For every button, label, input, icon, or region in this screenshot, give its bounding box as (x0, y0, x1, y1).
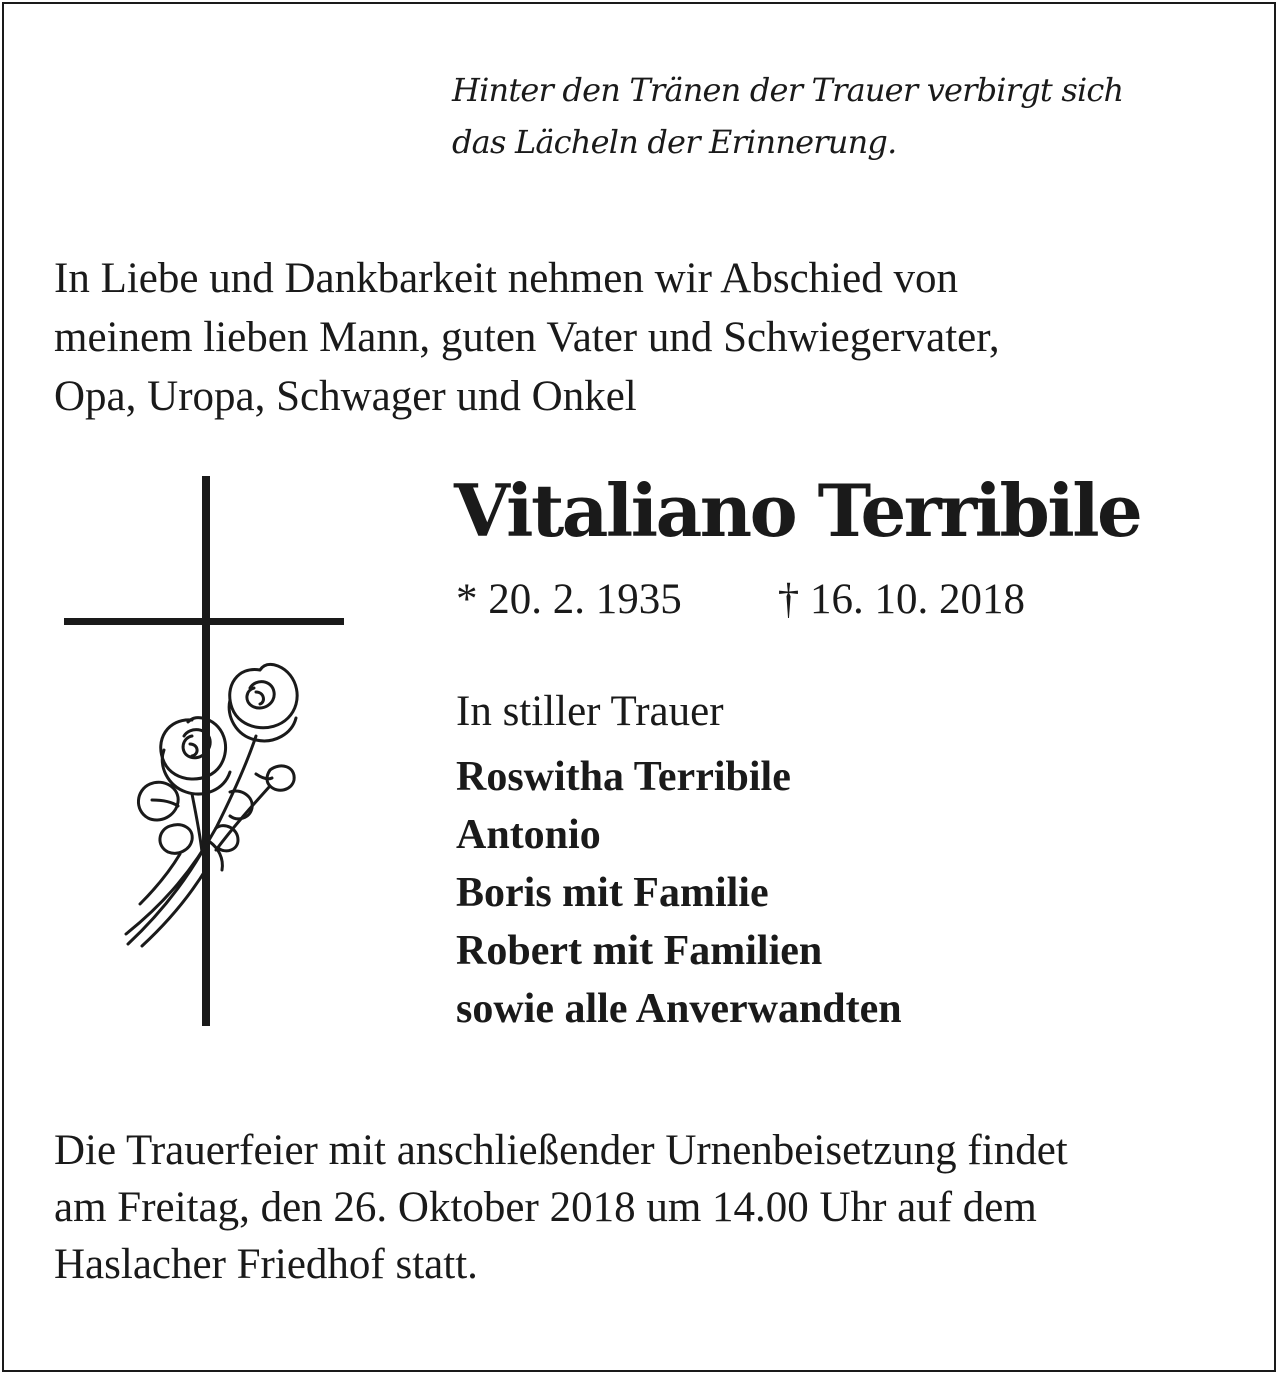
rose-bouquet-icon (126, 664, 297, 946)
quote-line-2: das Lächeln der Erinnerung. (452, 123, 897, 161)
intro-line-3: Opa, Uropa, Schwager und Onkel (54, 373, 637, 420)
death-date: † 16. 10. 2018 (777, 576, 1025, 623)
service-line-3: Haslacher Friedhof statt. (54, 1241, 478, 1288)
funeral-service-notice (54, 1122, 1264, 1293)
service-line-1: Die Trauerfeier mit anschließender Urnenbeisetzung findet (54, 1127, 1068, 1174)
cross-with-roses-illustration (60, 474, 360, 1034)
obituary-frame (2, 2, 1276, 1372)
mourner-item: Antonio (456, 812, 601, 858)
cross-icon (64, 476, 344, 1026)
mourner-item: Robert mit Familien (456, 928, 823, 974)
mourner-item: Roswitha Terribile (456, 754, 791, 800)
birth-date: * 20. 2. 1935 (456, 576, 682, 623)
quote-line-1: Hinter den Tränen der Trauer verbirgt sich (452, 71, 1124, 109)
life-dates (456, 572, 1256, 628)
farewell-intro (54, 249, 1244, 426)
mourner-item: sowie alle Anverwandten (456, 986, 902, 1032)
mourning-label: In stiller Trauer (456, 688, 724, 735)
deceased-name: Vitaliano Terribile (454, 468, 1141, 553)
intro-line-2: meinem lieben Mann, guten Vater und Schwiegervater, (54, 314, 1000, 361)
service-line-2: am Freitag, den 26. Oktober 2018 um 14.00 Uhr auf dem (54, 1184, 1037, 1231)
mourners-list (456, 748, 1256, 1038)
mourner-item: Boris mit Familie (456, 870, 769, 916)
memorial-quote (452, 64, 1252, 168)
intro-line-1: In Liebe und Dankbarkeit nehmen wir Abschied von (54, 255, 958, 302)
